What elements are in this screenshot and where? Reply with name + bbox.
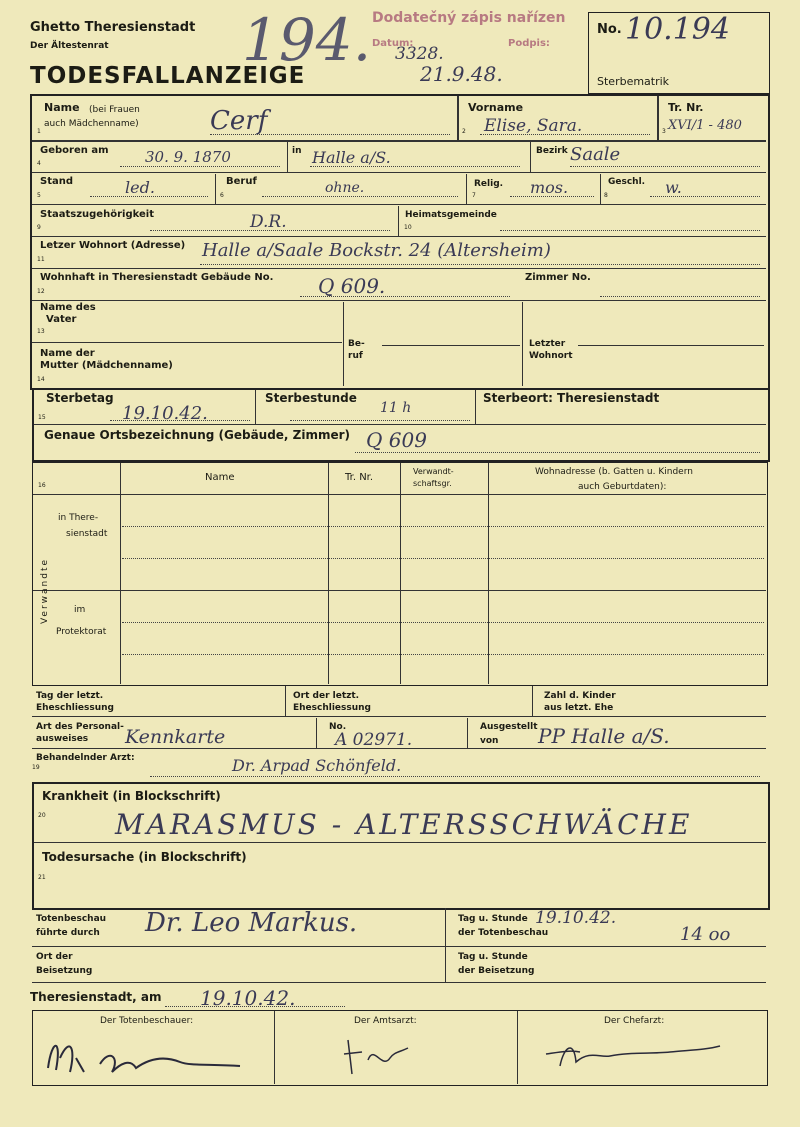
krankheit-label: Krankheit (in Blockschrift) (42, 789, 221, 803)
am-label: Theresienstadt, am (30, 990, 162, 1004)
dotted-line (355, 452, 760, 453)
arzt-value: Dr. Arpad Schönfeld. (232, 756, 402, 775)
bezirk-value: Saale (570, 144, 621, 165)
dotted-line (122, 654, 764, 655)
todesursache-label: Todesursache (in Blockschrift) (42, 850, 247, 864)
row-num: 19 (32, 764, 40, 771)
dotted-line (500, 230, 760, 231)
stand-label: Stand (40, 176, 74, 187)
bezirk-label: Bezirk (536, 146, 568, 156)
relig-value: mos. (530, 178, 569, 197)
divider (343, 302, 344, 386)
rel-verw-header2: schaftsgr. (413, 479, 452, 488)
row-num: 1 (37, 128, 41, 135)
divider (657, 96, 659, 140)
divider (475, 390, 476, 424)
dotted-line (122, 622, 764, 623)
dotted-line (480, 134, 650, 135)
row-num: 21 (38, 874, 46, 881)
wohnort-value: Halle a/Saale Bockstr. 24 (Altersheim) (202, 240, 551, 261)
no-value: 10.194 (625, 12, 730, 47)
divider (466, 174, 467, 204)
dotted-line (165, 1006, 345, 1007)
divider (467, 718, 468, 748)
divider (382, 345, 520, 346)
vater-label1: Name des (40, 302, 96, 313)
tag-totenbeschau-value: 19.10.42. (535, 908, 617, 928)
tag-totenbeschau-hour: 14 oo (680, 924, 731, 945)
divider (32, 982, 766, 983)
heimat-label: Heimatsgemeinde (405, 210, 497, 220)
divider (32, 748, 766, 749)
wohnhaft-value: Q 609. (318, 274, 386, 298)
divider (33, 590, 766, 591)
rel-im: im (74, 605, 86, 615)
stamp-datum: Datum: (372, 38, 414, 49)
no-label: No. (597, 22, 622, 37)
divider (287, 142, 288, 172)
beruf2-label2: ruf (348, 351, 363, 361)
stand-value: led. (125, 178, 155, 197)
rel-trnr-header: Tr. Nr. (345, 472, 374, 483)
dotted-line (120, 166, 280, 167)
dotted-line (150, 230, 390, 231)
divider (215, 174, 216, 204)
signature-totenbeschauer (40, 1028, 260, 1083)
stamp-date-value: 21.9.48. (420, 62, 503, 86)
trnr-value: XVI/1 - 480 (668, 118, 742, 133)
rel-name-header: Name (205, 472, 235, 483)
verwandte-vertical: Verwandte (40, 557, 51, 625)
letzter-label2: Wohnort (529, 351, 573, 361)
divider (32, 204, 766, 205)
divider (285, 686, 286, 716)
signature-amtsarzt (338, 1030, 428, 1080)
zahl-kinder-label2: aus letzt. Ehe (544, 703, 614, 713)
divider (522, 302, 523, 386)
staats-value: D.R. (250, 212, 287, 232)
stamp-podpis: Podpis: (508, 38, 550, 49)
divider (532, 686, 533, 716)
sterbetag-label: Sterbetag (46, 391, 114, 405)
row-num: 8 (604, 192, 608, 199)
dotted-line (290, 420, 470, 421)
genaue-label: Genaue Ortsbezeichnung (Gebäude, Zimmer) (44, 428, 351, 442)
krankheit-value: MARASMUS - ALTERSSCHWÄCHE (115, 808, 693, 841)
genaue-value: Q 609 (366, 428, 427, 452)
rel-protektorat: Protektorat (56, 627, 107, 637)
tag-beisetzung-label2: der Beisetzung (458, 966, 535, 976)
sig-amtsarzt-label: Der Amtsarzt: (354, 1016, 417, 1026)
signature-chefarzt (540, 1032, 730, 1072)
totenbeschau-label1: Totenbeschau (36, 914, 107, 924)
totenbeschau-value: Dr. Leo Markus. (145, 908, 358, 938)
letzter-label1: Letzter (529, 339, 566, 349)
divider (400, 463, 401, 684)
zimmer-label: Zimmer No. (525, 272, 591, 283)
name-label: Name (44, 101, 80, 114)
divider (120, 463, 121, 684)
divider (32, 716, 766, 717)
row-num: 15 (38, 414, 46, 421)
ausweis-value: Kennkarte (125, 726, 226, 748)
dotted-line (122, 558, 764, 559)
dotted-line (150, 776, 760, 777)
row-num: 20 (38, 812, 46, 819)
geschl-value: w. (665, 178, 682, 197)
rel-wohn-header2: auch Geburtdaten): (578, 482, 667, 492)
divider (578, 345, 764, 346)
org-name: Ghetto Theresienstadt (30, 20, 196, 35)
ausweis-label2: ausweises (36, 734, 89, 744)
tag-ehe-label1: Tag der letzt. (36, 691, 104, 701)
ausgestellt-label1: Ausgestellt (480, 722, 538, 732)
beruf-value: ohne. (325, 180, 365, 196)
totenbeschau-label2: führte durch (36, 928, 100, 938)
divider (255, 390, 256, 424)
ausgestellt-label2: von (480, 736, 499, 746)
arzt-label: Behandelnder Arzt: (36, 753, 135, 763)
dotted-line (110, 420, 250, 421)
rel-inthere1: in There- (58, 513, 99, 523)
relig-label: Relig. (474, 179, 504, 189)
divider (316, 718, 317, 748)
name-sub2: auch Mädchenname) (44, 119, 139, 129)
in-value: Halle a/S. (312, 148, 391, 167)
wohnhaft-label: Wohnhaft in Theresienstadt Gebäude No. (40, 272, 274, 283)
row-num: 16 (38, 482, 46, 489)
divider (274, 1011, 275, 1084)
divider (445, 908, 446, 982)
name-value: Cerf (210, 106, 268, 136)
geschl-label: Geschl. (608, 177, 646, 187)
wohnort-label: Letzer Wohnort (Adresse) (40, 240, 186, 251)
divider (517, 1011, 518, 1084)
trnr-label: Tr. Nr. (668, 101, 704, 114)
mutter-label2: Mutter (Mädchenname) (40, 360, 173, 371)
row-num: 14 (37, 376, 45, 383)
dotted-line (210, 134, 450, 135)
row-num: 7 (472, 192, 476, 199)
row-num: 4 (37, 160, 41, 167)
mutter-label1: Name der (40, 348, 95, 359)
divider (328, 463, 329, 684)
dotted-line (570, 166, 760, 167)
row-num: 5 (37, 192, 41, 199)
divider (457, 96, 459, 140)
rel-inthere2: sienstadt (66, 529, 108, 539)
beruf-label: Beruf (226, 176, 257, 187)
dotted-line (650, 196, 760, 197)
tag-beisetzung-label1: Tag u. Stunde (458, 952, 528, 962)
am-value: 19.10.42. (200, 986, 296, 1010)
sterbetag-value: 19.10.42. (122, 403, 208, 424)
row-num: 12 (37, 288, 45, 295)
dotted-line (300, 296, 510, 297)
ort-ehe-label2: Eheschliessung (293, 703, 372, 713)
sterbeort-label: Sterbeort: Theresienstadt (483, 391, 660, 405)
big-file-number: 194. (242, 6, 372, 74)
row-num: 10 (404, 224, 412, 231)
dotted-line (600, 296, 760, 297)
dotted-line (200, 264, 760, 265)
dotted-line (310, 166, 520, 167)
staats-label: Staatszugehörigkeit (40, 209, 154, 220)
ausgestellt-value: PP Halle a/S. (538, 724, 670, 748)
divider (34, 842, 766, 843)
divider (488, 463, 489, 684)
stamp-dodatecny: Dodatečný zápis nařízen (372, 10, 566, 26)
sterbestunde-value: 11 h (380, 400, 412, 416)
ausweis-no-label: No. (329, 722, 347, 732)
divider (32, 946, 766, 947)
dotted-line (510, 196, 594, 197)
divider (33, 494, 766, 495)
row-num: 11 (37, 256, 45, 263)
ort-beisetzung-label1: Ort der (36, 952, 73, 962)
name-sub1: (bei Frauen (89, 105, 140, 115)
divider (398, 206, 399, 236)
divider (32, 236, 766, 237)
divider (600, 174, 601, 204)
ausweis-label1: Art des Personal- (36, 722, 124, 732)
divider (530, 142, 531, 172)
in-label: in (292, 146, 302, 156)
row-num: 3 (662, 128, 666, 135)
rel-verw-header1: Verwandt- (413, 467, 454, 476)
dotted-line (90, 196, 208, 197)
row-num: 6 (220, 192, 224, 199)
row-num: 2 (462, 128, 466, 135)
divider (32, 140, 766, 142)
zahl-kinder-label1: Zahl d. Kinder (544, 691, 616, 701)
tag-ehe-label2: Eheschliessung (36, 703, 115, 713)
sterbematrik-label: Sterbematrik (597, 75, 670, 88)
tag-totenbeschau-label1: Tag u. Stunde (458, 914, 528, 924)
vorname-value: Elise, Sara. (484, 116, 583, 136)
org-council: Der Ältestenrat (30, 41, 109, 51)
row-num: 13 (37, 328, 45, 335)
dotted-line (122, 526, 764, 527)
divider (32, 268, 766, 269)
dotted-line (262, 196, 458, 197)
geboren-label: Geboren am (40, 145, 109, 156)
tag-totenbeschau-label2: der Totenbeschau (458, 928, 549, 938)
beruf2-label1: Be- (348, 339, 365, 349)
ausweis-no-value: A 02971. (335, 730, 413, 750)
vorname-label: Vorname (468, 101, 524, 114)
vater-label2: Vater (46, 314, 77, 325)
form-title: TODESFALLANZEIGE (30, 63, 306, 89)
ort-ehe-label1: Ort der letzt. (293, 691, 360, 701)
row-num: 9 (37, 224, 41, 231)
rel-wohn-header1: Wohnadresse (b. Gatten u. Kindern (535, 467, 693, 477)
divider (32, 300, 766, 301)
divider (32, 172, 766, 173)
sig-chefarzt-label: Der Chefarzt: (604, 1016, 665, 1026)
sig-totenbeschauer-label: Der Totenbeschauer: (100, 1016, 194, 1026)
stamp-datum-value: 3328. (395, 44, 444, 64)
divider (32, 342, 342, 343)
sterbestunde-label: Sterbestunde (265, 391, 357, 405)
divider (34, 424, 766, 425)
geboren-value: 30. 9. 1870 (145, 148, 231, 166)
ort-beisetzung-label2: Beisetzung (36, 966, 93, 976)
